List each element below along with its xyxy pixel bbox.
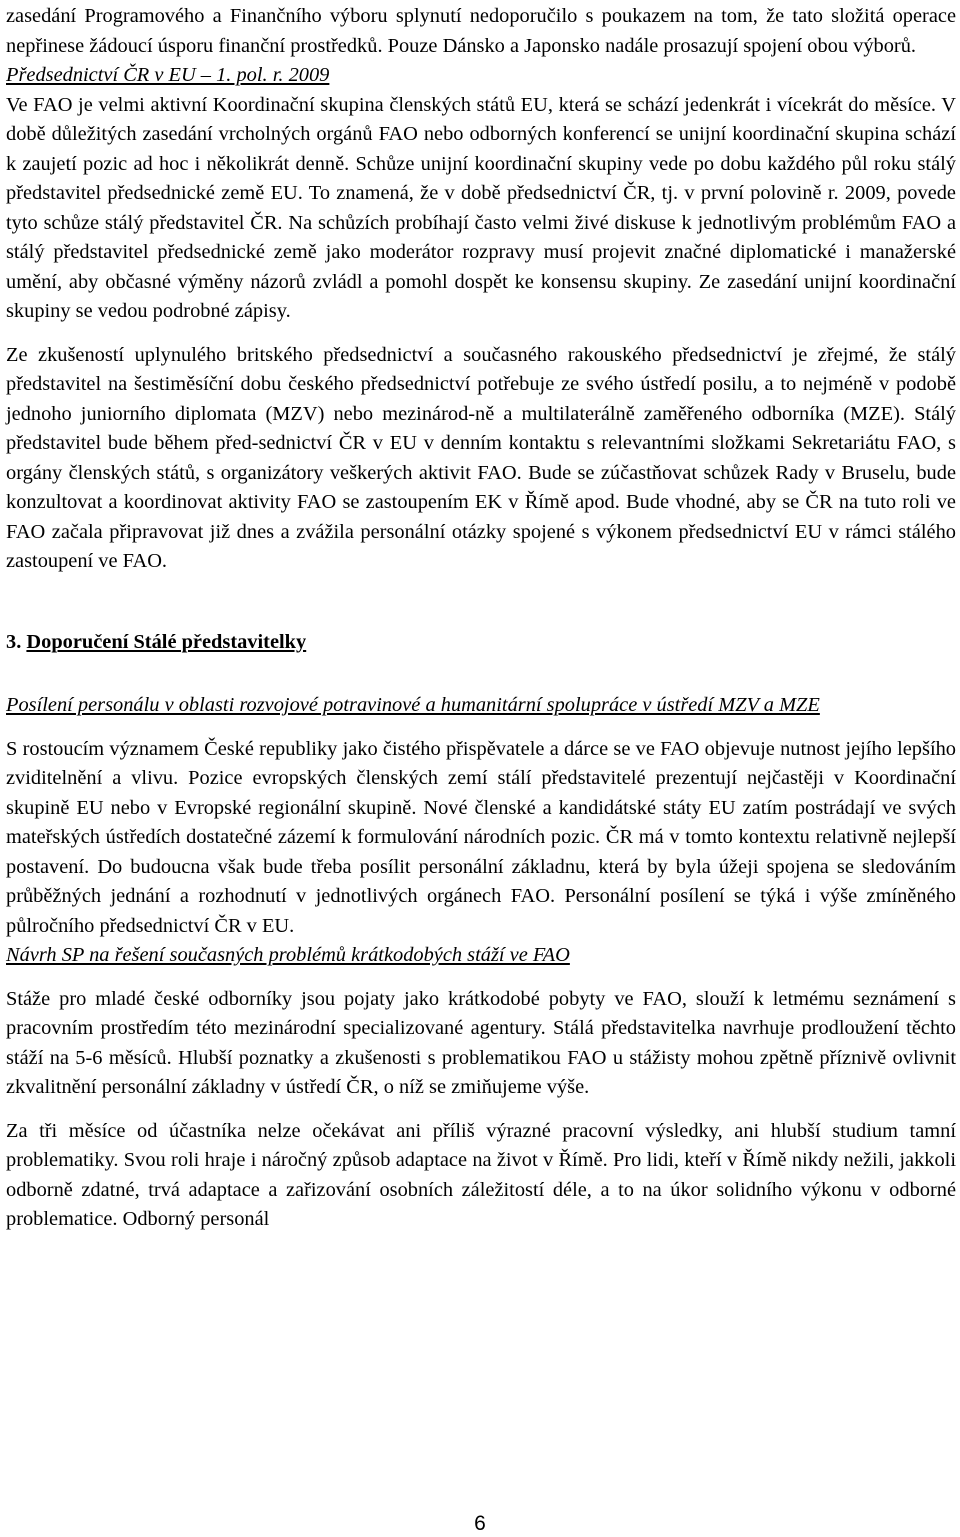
document-page xyxy=(6,2,956,1235)
subheading-staff-text: Posílení personálu v oblasti rozvojové potravinové a humanitární spolupráce v ústředí MZV a MZE xyxy=(6,694,820,716)
section-title: Doporučení Stálé představitelky xyxy=(26,630,307,653)
paragraph-presidency: Ve FAO je velmi aktivní Koordinační skupina členských států EU, která se schází jedenkrát i vícekrát do měsíce. V době důležitých zasedání vrcholných orgánů FAO nebo odborných konferencí se unijní koordinační skupina schází k zaujetí pozic ad hoc i několikrát denně. Schůze unijní koordinační skupiny vede po dobu každého půl roku stálý představitel předsednické země EU. To znamená, že v době předsednictví ČR, tj. v první polovině r. 2009, povede tyto schůze stálý představitel ČR. Na schůzích probíhají často velmi živé diskuse k jednotlivým problémům FAO a stálý představitel předsednické země jako moderátor rozpravy musí projevit značné diplomatické i manažerské umění, aby občasné výměny názorů zvládl a pomohl dospět ke konsensu skupiny. Ze zasedání unijní koordinační skupiny se vedou podrobné zápisy. xyxy=(6,93,956,322)
paragraph-internships: Stáže pro mladé české odborníky jsou pojaty jako krátkodobé pobyty ve FAO, slouží k letmému seznámení s pracovním prostředím této mezinárodní specializované agentury. Stálá představitelka navrhuje prodloužení těchto stáží na 5-6 měsíců. Hlubší poznatky a zkušenosti s problematikou FAO u stážisty mohou zpětně příznivě ovlivnit zkvalitnění personální základny v ústředí ČR, o níž se zmiňujeme výše. xyxy=(6,987,956,1098)
page-number: 6 xyxy=(474,1512,486,1535)
subheading-internships xyxy=(6,941,956,971)
section-number: 3. xyxy=(6,630,22,653)
subheading-presidency xyxy=(6,61,956,91)
subheading-internships-text: Návrh SP na řešení současných problémů krátkodobých stáží ve FAO xyxy=(6,944,570,966)
section-heading xyxy=(6,628,956,658)
paragraph-experience: Ze zkušeností uplynulého britského předsednictví a současného rakouského předsednictví je zřejmé, že stálý představitel na šestiměsíční dobu českého předsednictví potřebuje ze svého ústředí posilu, a to nejméně v podobě jednoho juniorního diplomata (MZV) nebo mezinárod-ně a multilaterálně zaměřeného odborníka (MZE). Stálý představitel bude během před-sednictví ČR v EU v denním kontaktu s relevantními složkami Sekretariátu FAO, s orgány členských států, s organizátory veškerých aktivit FAO. Bude se zúčastňovat schůzek Rady v Bruselu, bude konzultovat a koordinovat aktivity FAO se zastoupením EK v Římě apod. Bude vhodné, aby se ČR na tuto roli ve FAO začala připravovat již dnes a zvážila personální otázky spojené s výkonem předsednictví EU v rámci stálého zastoupení ve FAO. xyxy=(6,343,956,572)
subheading-staff xyxy=(6,691,956,721)
paragraph-staff: S rostoucím významem České republiky jako čistého přispěvatele a dárce se ve FAO objevuje nutnost jejího lepšího zviditelnění a vlivu. Pozice evropských členských zemí stálí představitelé prezentují nejčastěji v Koordinační skupině EU nebo v Evropské regionální skupině. Nové členské a kandidátské státy EU zatím postrádají ve svých mateřských ústředích dostatečné zázemí k formulování národních pozic. ČR má v tomto kontextu relativně nejlepší postavení. Do budoucna však bude třeba posílit personální základnu, která by byla úžeji spojena se sledováním průběžných jednání a rozhodnutí v jednotlivých orgánech FAO. Personální posílení se týká i výše zmíněného půlročního předsednictví ČR v EU. xyxy=(6,737,956,937)
paragraph-three-months: Za tři měsíce od účastníka nelze očekávat ani příliš výrazné pracovní výsledky, ani hlubší studium tamní problematiky. Svou roli hraje i náročný způsob adaptace na život v Římě. Pro lidi, kteří v Římě nikdy nežili, jakkoli odborně zdatné, trvá adaptace a zařizování osobních záležitostí déle, a to na úkor solidního výkonu v odborné problematice. Odborný personál xyxy=(6,1119,956,1230)
paragraph-intro: zasedání Programového a Finančního výboru splynutí nedoporučilo s poukazem na tom, že tato složitá operace nepřinese žádoucí úsporu finanční prostředků. Pouze Dánsko a Japonsko nadále prosazují spojení obou výborů. xyxy=(6,5,956,57)
subheading-presidency-text: Předsednictví ČR v EU – 1. pol. r. 2009 xyxy=(6,64,330,86)
